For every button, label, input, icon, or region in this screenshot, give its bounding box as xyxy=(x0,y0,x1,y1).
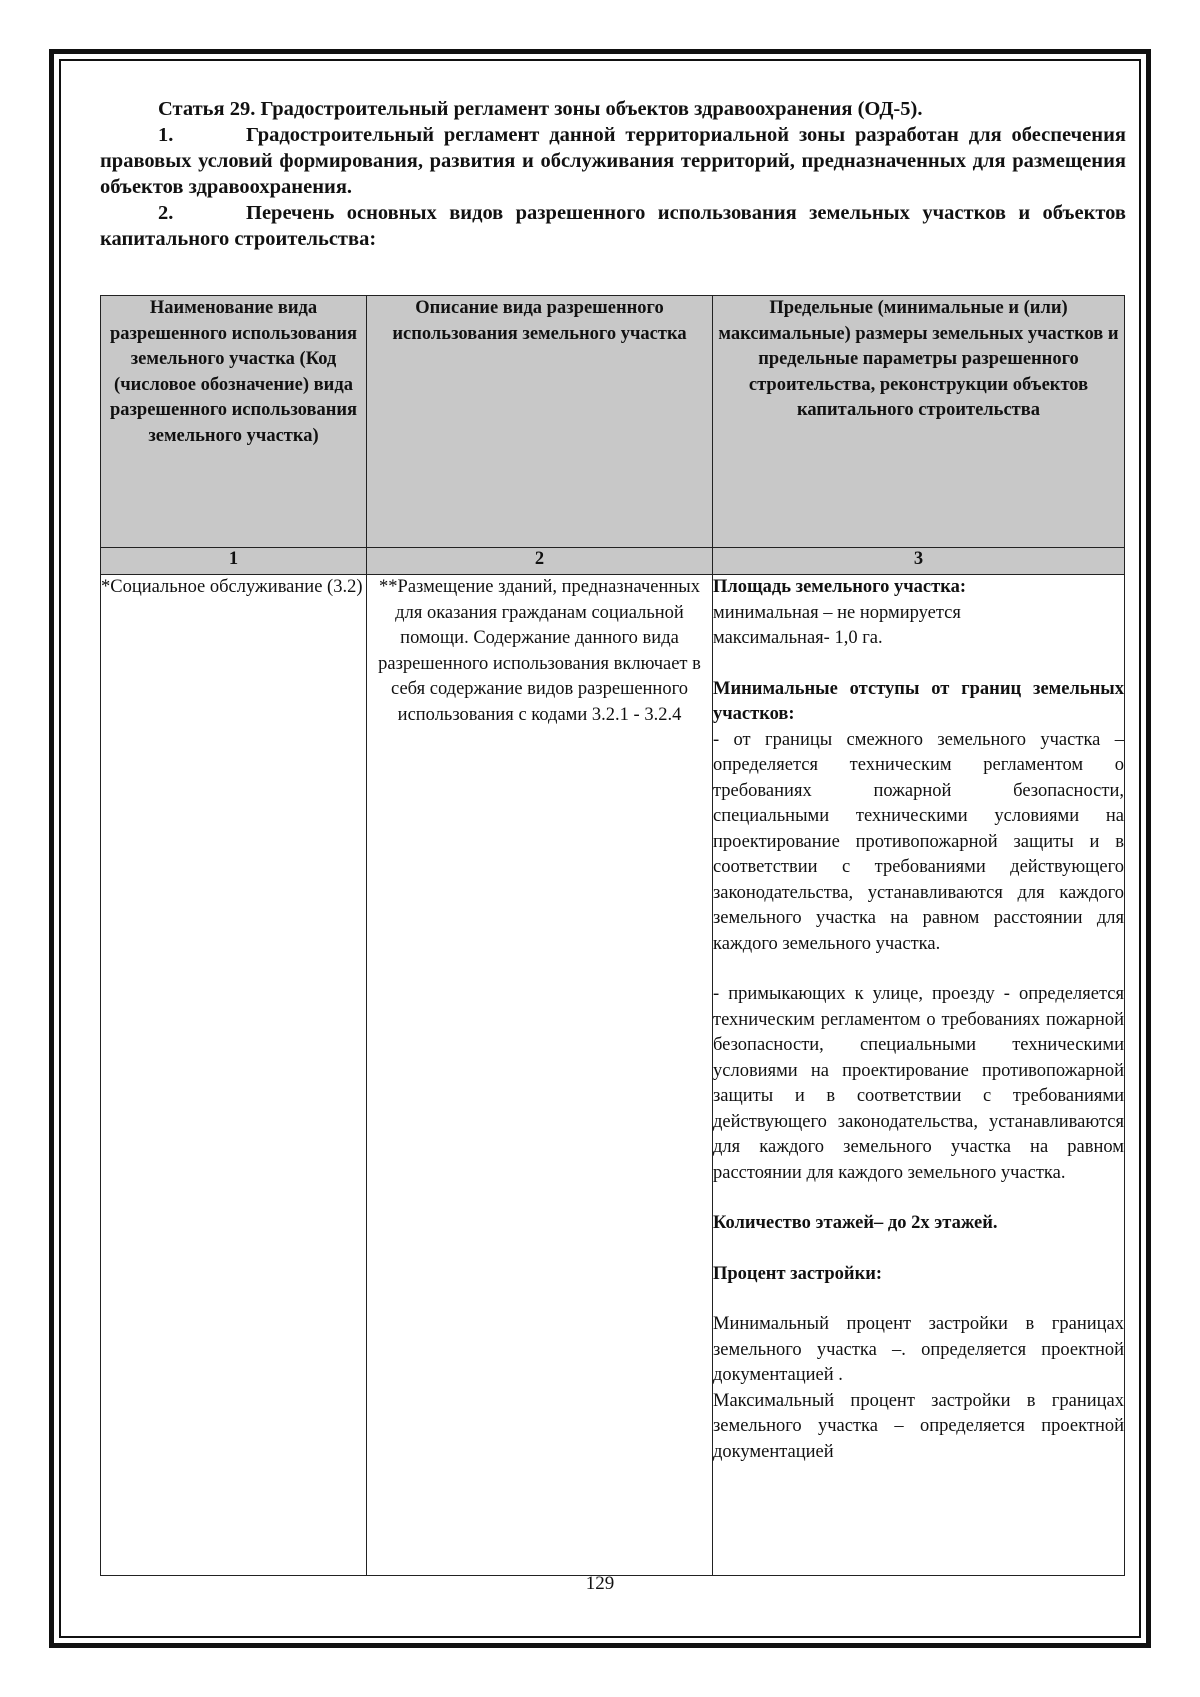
setbacks-heading: Минимальные отступы от границ земельных участков: xyxy=(713,678,1124,724)
clause-1-text: Градостроительный регламент данной территориальной зоны разработан для обеспечения правовых условий формирования, развития и обслуживания территорий, предназначенных для размещения объектов здравоохранения. xyxy=(100,124,1126,198)
clause-2-number: 2. xyxy=(158,202,174,224)
clause-2 xyxy=(100,200,1126,252)
clause-1-number: 1. xyxy=(158,124,174,146)
area-max: максимальная- 1,0 га. xyxy=(713,628,883,648)
column-number-row xyxy=(101,548,1125,575)
column-number-1: 1 xyxy=(101,548,367,575)
table-header-row xyxy=(101,296,1125,548)
column-header-description: Описание вида разрешенного использования земельного участка xyxy=(367,296,713,548)
column-header-name: Наименование вида разрешенного использования земельного участка (Код (числовое обозначение) вида разрешенного использования земельного участка) xyxy=(101,296,367,548)
area-heading: Площадь земельного участка: xyxy=(713,577,967,597)
use-description-cell: **Размещение зданий, предназначенных для оказания гражданам социальной помощи. Содержание данного вида разрешенного использования включает в себя содержание видов разрешенного использования с кодами 3.2.1 - 3.2.4 xyxy=(367,575,713,1576)
article-title: Статья 29. Градостроительный регламент зоны объектов здравоохранения (ОД-5). xyxy=(158,98,923,120)
clause-1 xyxy=(100,122,1126,200)
coverage-heading: Процент застройки: xyxy=(713,1263,883,1284)
coverage-min: Минимальный процент застройки в границах земельного участка –. определяется проектной документацией . xyxy=(713,1314,1124,1385)
regulation-table xyxy=(100,295,1125,1576)
area-min: минимальная – не нормируется xyxy=(713,602,961,623)
article-header xyxy=(100,96,1126,252)
column-number-2: 2 xyxy=(367,548,713,575)
use-name-cell: *Социальное обслуживание (3.2) xyxy=(101,575,367,1576)
parameters-cell xyxy=(713,575,1125,1576)
page-number: 129 xyxy=(585,1573,615,1594)
column-number-3: 3 xyxy=(713,548,1125,575)
column-header-parameters: Предельные (минимальные и (или) максимальные) размеры земельных участков и предельные параметры разрешенного строительства, реконструкции объектов капитального строительства xyxy=(713,296,1125,548)
table-row xyxy=(101,575,1125,1576)
setback-street: - примыкающих к улице, проезду - определяется техническим регламентом о требованиях пожарной безопасности, специальными техническими условиями на проектирование противопожарной защиты и в соответствии с требованиями действующего законодательства, устанавливаются для каждого земельного участка на равном расстоянии для каждого земельного участка. xyxy=(713,984,1124,1183)
clause-2-text: Перечень основных видов разрешенного использования земельных участков и объектов капитального строительства: xyxy=(100,202,1126,250)
coverage-max: Максимальный процент застройки в границах земельного участка – определяется проектной документацией xyxy=(713,1390,1124,1462)
floors-limit: Количество этажей– до 2х этажей. xyxy=(713,1213,998,1233)
setback-adjacent: - от границы смежного земельного участка – определяется техническим регламентом о требованиях пожарной безопасности, специальными техническими условиями на проектирование противопожарной защиты и в соответствии с требованиями действующего законодательства, устанавливаются для каждого земельного участка на равном расстоянии для каждого земельного участка. xyxy=(713,729,1124,954)
